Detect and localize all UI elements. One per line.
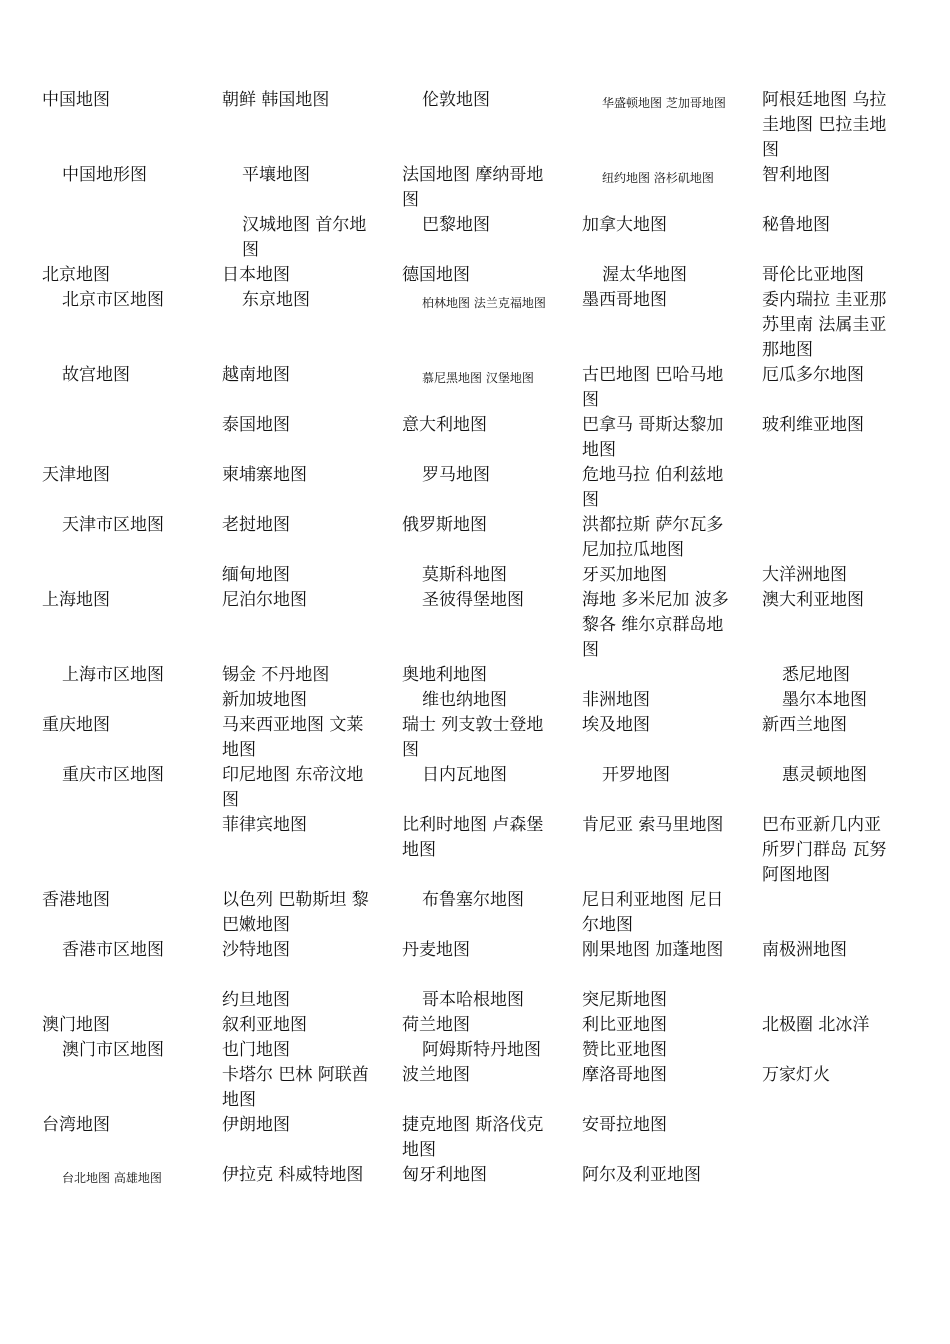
map-link-r21-c3[interactable]: 摩洛哥地图 xyxy=(582,1065,667,1085)
map-link-r9-c0 xyxy=(42,563,222,588)
map-link-r10-c3[interactable]: 海地 多米尼加 波多黎各 维尔京群岛地图 xyxy=(582,590,729,660)
map-link-r13-c1[interactable]: 马来西亚地图 文莱地图 xyxy=(222,715,364,760)
map-link-r12-c0 xyxy=(42,688,222,713)
map-link-r23-c2[interactable]: 匈牙利地图 xyxy=(402,1165,487,1185)
map-link-r10-c0[interactable]: 上海地图 xyxy=(42,590,110,610)
map-link-r8-c3[interactable]: 洪都拉斯 萨尔瓦多 尼加拉瓜地图 xyxy=(582,515,724,560)
map-link-r5-c2[interactable]: 慕尼黑地图 汉堡地图 xyxy=(422,371,534,385)
map-link-r3-c2[interactable]: 德国地图 xyxy=(402,265,470,285)
map-link-r12-c4[interactable]: 墨尔本地图 xyxy=(782,690,867,710)
map-link-r18-c2[interactable]: 哥本哈根地图 xyxy=(422,990,524,1010)
map-link-r1-c3[interactable]: 纽约地图 洛杉矶地图 xyxy=(602,171,714,185)
map-link-r13-c0[interactable]: 重庆地图 xyxy=(42,715,110,735)
map-link-r17-c4[interactable]: 南极洲地图 xyxy=(762,940,847,960)
map-link-r8-c2[interactable]: 俄罗斯地图 xyxy=(402,515,487,535)
map-link-r11-c0[interactable]: 上海市区地图 xyxy=(62,665,164,685)
map-link-r13-c4[interactable]: 新西兰地图 xyxy=(762,715,847,735)
map-link-r18-c3[interactable]: 突尼斯地图 xyxy=(582,990,667,1010)
map-link-r6-c0 xyxy=(42,413,222,463)
map-link-r23-c4 xyxy=(762,1163,912,1213)
map-link-r19-c1[interactable]: 叙利亚地图 xyxy=(222,1015,307,1035)
map-link-r4-c4[interactable]: 委内瑞拉 圭亚那 苏里南 法属圭亚那地图 xyxy=(762,290,887,360)
map-link-r10-c1[interactable]: 尼泊尔地图 xyxy=(222,590,307,610)
map-link-r7-c2[interactable]: 罗马地图 xyxy=(422,465,490,485)
map-link-r11-c2[interactable]: 奥地利地图 xyxy=(402,665,487,685)
map-link-r9-c4[interactable]: 大洋洲地图 xyxy=(762,565,847,585)
map-link-r8-c4 xyxy=(762,513,912,563)
map-link-r14-c1[interactable]: 印尼地图 东帝汶地图 xyxy=(222,765,364,810)
map-link-r16-c4 xyxy=(762,888,912,938)
map-link-r22-c4 xyxy=(762,1113,912,1163)
map-link-r4-c2[interactable]: 柏林地图 法兰克福地图 xyxy=(422,296,546,310)
map-link-r15-c1[interactable]: 菲律宾地图 xyxy=(222,815,307,835)
map-link-r2-c4[interactable]: 秘鲁地图 xyxy=(762,215,830,235)
map-link-r1-c1[interactable]: 平壤地图 xyxy=(242,165,310,185)
map-link-r15-c2[interactable]: 比利时地图 卢森堡地图 xyxy=(402,815,544,860)
map-link-r16-c2[interactable]: 布鲁塞尔地图 xyxy=(422,890,524,910)
map-link-r7-c0[interactable]: 天津地图 xyxy=(42,465,110,485)
map-link-r22-c3[interactable]: 安哥拉地图 xyxy=(582,1115,667,1135)
map-link-r3-c0[interactable]: 北京地图 xyxy=(42,265,110,285)
map-link-r5-c0[interactable]: 故宫地图 xyxy=(62,365,130,385)
map-link-r1-c2[interactable]: 法国地图 摩纳哥地图 xyxy=(402,165,544,210)
map-link-r19-c3[interactable]: 利比亚地图 xyxy=(582,1015,667,1035)
map-link-r20-c1[interactable]: 也门地图 xyxy=(222,1040,290,1060)
map-link-r8-c1[interactable]: 老挝地图 xyxy=(222,515,290,535)
map-link-r2-c2[interactable]: 巴黎地图 xyxy=(422,215,490,235)
map-link-r7-c1[interactable]: 柬埔寨地图 xyxy=(222,465,307,485)
map-link-r9-c3[interactable]: 牙买加地图 xyxy=(582,565,667,585)
map-link-r23-c1[interactable]: 伊拉克 科威特地图 xyxy=(222,1165,364,1185)
map-link-r19-c4[interactable]: 北极圈 北冰洋 xyxy=(762,1015,870,1035)
map-link-r4-c1[interactable]: 东京地图 xyxy=(242,290,310,310)
map-link-r22-c1[interactable]: 伊朗地图 xyxy=(222,1115,290,1135)
map-link-r3-c4[interactable]: 哥伦比亚地图 xyxy=(762,265,864,285)
map-link-r0-c1[interactable]: 朝鲜 韩国地图 xyxy=(222,90,330,110)
map-link-r20-c4 xyxy=(762,1038,912,1063)
map-link-r3-c1[interactable]: 日本地图 xyxy=(222,265,290,285)
map-link-r17-c3[interactable]: 刚果地图 加蓬地图 xyxy=(582,940,724,960)
map-link-r14-c2[interactable]: 日内瓦地图 xyxy=(422,765,507,785)
map-link-r15-c3[interactable]: 肯尼亚 索马里地图 xyxy=(582,815,724,835)
map-link-r20-c2[interactable]: 阿姆斯特丹地图 xyxy=(422,1040,541,1060)
map-link-r21-c2[interactable]: 波兰地图 xyxy=(402,1065,470,1085)
map-link-r7-c3[interactable]: 危地马拉 伯利兹地图 xyxy=(582,465,724,510)
map-link-r1-c0[interactable]: 中国地形图 xyxy=(62,165,147,185)
map-link-r0-c2[interactable]: 伦敦地图 xyxy=(422,90,490,110)
map-link-r6-c4[interactable]: 玻利维亚地图 xyxy=(762,415,864,435)
map-link-r1-c4[interactable]: 智利地图 xyxy=(762,165,830,185)
map-link-r2-c0 xyxy=(42,213,222,263)
map-link-r21-c1[interactable]: 卡塔尔 巴林 阿联酋地图 xyxy=(222,1065,369,1110)
map-link-r5-c1[interactable]: 越南地图 xyxy=(222,365,290,385)
map-link-r2-c1[interactable]: 汉城地图 首尔地图 xyxy=(242,215,367,260)
map-link-r13-c3[interactable]: 埃及地图 xyxy=(582,715,650,735)
map-link-r0-c0[interactable]: 中国地图 xyxy=(42,90,110,110)
map-link-r7-c4 xyxy=(762,463,912,513)
map-link-r17-c1[interactable]: 沙特地图 xyxy=(222,940,290,960)
map-link-r13-c2[interactable]: 瑞士 列支敦士登地图 xyxy=(402,715,544,760)
map-link-r14-c0[interactable]: 重庆市区地图 xyxy=(62,765,164,785)
map-link-r23-c3[interactable]: 阿尔及利亚地图 xyxy=(582,1165,701,1185)
map-index-table xyxy=(42,88,912,1213)
map-link-r11-c3 xyxy=(582,663,762,688)
map-link-r19-c2[interactable]: 荷兰地图 xyxy=(402,1015,470,1035)
map-link-r2-c3[interactable]: 加拿大地图 xyxy=(582,215,667,235)
map-link-r14-c3[interactable]: 开罗地图 xyxy=(602,765,670,785)
map-link-r14-c4[interactable]: 惠灵顿地图 xyxy=(782,765,867,785)
map-link-r11-c1[interactable]: 锡金 不丹地图 xyxy=(222,665,330,685)
map-link-r12-c2[interactable]: 维也纳地图 xyxy=(422,690,507,710)
map-link-r17-c0[interactable]: 香港市区地图 xyxy=(62,940,164,960)
map-link-r20-c0[interactable]: 澳门市区地图 xyxy=(62,1040,164,1060)
map-link-r12-c3[interactable]: 非洲地图 xyxy=(582,690,650,710)
map-link-r16-c1[interactable]: 以色列 巴勒斯坦 黎巴嫩地图 xyxy=(222,890,369,935)
map-link-r16-c0[interactable]: 香港地图 xyxy=(42,890,110,910)
map-link-r18-c0 xyxy=(42,988,222,1013)
map-link-r18-c4 xyxy=(762,988,912,1013)
map-link-r22-c2[interactable]: 捷克地图 斯洛伐克地图 xyxy=(402,1115,544,1160)
map-link-r3-c3[interactable]: 渥太华地图 xyxy=(602,265,687,285)
map-link-r9-c1[interactable]: 缅甸地图 xyxy=(222,565,290,585)
map-link-r0-c3[interactable]: 华盛顿地图 芝加哥地图 xyxy=(602,96,726,110)
map-link-r6-c1[interactable]: 泰国地图 xyxy=(222,415,290,435)
map-link-r5-c4[interactable]: 厄瓜多尔地图 xyxy=(762,365,864,385)
map-link-r11-c4[interactable]: 悉尼地图 xyxy=(782,665,850,685)
map-link-r10-c4[interactable]: 澳大利亚地图 xyxy=(762,590,864,610)
map-link-r6-c2[interactable]: 意大利地图 xyxy=(402,415,487,435)
map-link-r19-c0[interactable]: 澳门地图 xyxy=(42,1015,110,1035)
map-link-r21-c0 xyxy=(42,1063,222,1113)
map-link-r23-c0[interactable]: 台北地图 高雄地图 xyxy=(62,1171,162,1185)
map-link-r15-c4[interactable]: 巴布亚新几内亚 所罗门群岛 瓦努阿图地图 xyxy=(762,815,887,885)
map-link-r4-c0[interactable]: 北京市区地图 xyxy=(62,290,164,310)
map-link-r20-c3[interactable]: 赞比亚地图 xyxy=(582,1040,667,1060)
map-link-r21-c4[interactable]: 万家灯火 xyxy=(762,1065,830,1085)
map-link-r15-c0 xyxy=(42,813,222,888)
map-link-r16-c3[interactable]: 尼日利亚地图 尼日尔地图 xyxy=(582,890,724,935)
map-link-r9-c2[interactable]: 莫斯科地图 xyxy=(422,565,507,585)
map-link-r12-c1[interactable]: 新加坡地图 xyxy=(222,690,307,710)
map-link-r17-c2[interactable]: 丹麦地图 xyxy=(402,940,470,960)
map-link-r4-c3[interactable]: 墨西哥地图 xyxy=(582,290,667,310)
map-link-r18-c1[interactable]: 约旦地图 xyxy=(222,990,290,1010)
map-link-r10-c2[interactable]: 圣彼得堡地图 xyxy=(422,590,524,610)
map-link-r0-c4[interactable]: 阿根廷地图 乌拉圭地图 巴拉圭地图 xyxy=(762,90,887,160)
map-link-r8-c0[interactable]: 天津市区地图 xyxy=(62,515,164,535)
map-link-r6-c3[interactable]: 巴拿马 哥斯达黎加地图 xyxy=(582,415,724,460)
map-link-r5-c3[interactable]: 古巴地图 巴哈马地图 xyxy=(582,365,724,410)
map-link-r22-c0[interactable]: 台湾地图 xyxy=(42,1115,110,1135)
